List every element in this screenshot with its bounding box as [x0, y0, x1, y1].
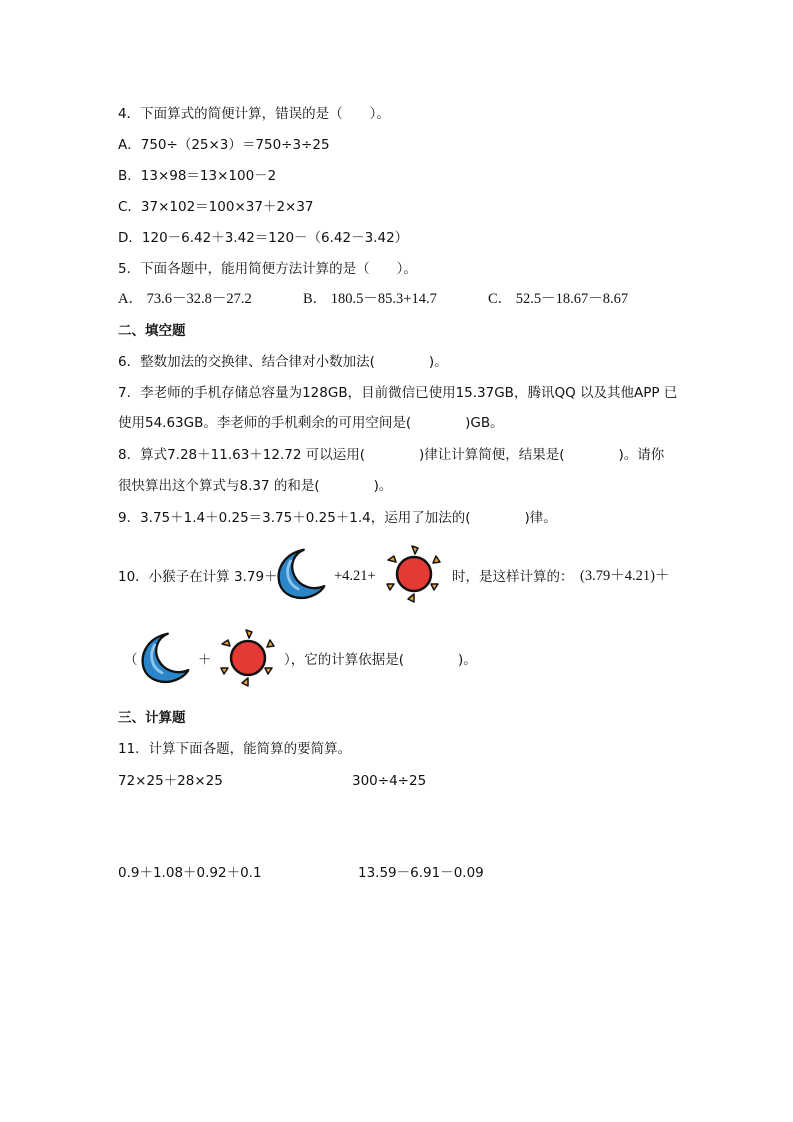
moon-icon	[272, 546, 328, 602]
q10-part4: (3.79＋4.21)＋	[580, 568, 670, 584]
q11-expr-4: 13.59－6.91－0.09	[358, 865, 484, 881]
q5-options	[118, 290, 678, 310]
q9-text: 9．3.75＋1.4＋0.25＝3.75＋0.25＋1.4，运用了加法的( )律。	[118, 510, 557, 526]
sun-icon	[384, 544, 444, 604]
q5-stem: 5．下面各题中，能用简便方法计算的是（ ）。	[118, 261, 417, 277]
q8-line2: 很快算出这个算式与8.37 的和是( )。	[118, 478, 393, 494]
q10-part5: ），它的计算依据是( )。	[284, 652, 477, 668]
q11-stem: 11．计算下面各题，能简算的要简算。	[118, 741, 352, 757]
section-fill-blank-heading: 二、填空题	[118, 323, 186, 339]
q11-expr-2: 300÷4÷25	[352, 773, 427, 789]
q4-option-d: D．120－6.42＋3.42＝120－（6.42－3.42）	[118, 230, 409, 246]
q11-expr-1: 72×25＋28×25	[118, 773, 223, 789]
q10-open-paren: （	[124, 652, 138, 668]
moon-icon	[136, 630, 192, 686]
q7-line1: 7．李老师的手机存储总容量为128GB，目前微信已使用15.37GB，腾讯QQ 以及其他APP 已	[118, 385, 678, 401]
q10-part3: 时，是这样计算的：	[452, 569, 574, 585]
q5-option-c: C． 52.5－18.67－8.67	[488, 291, 629, 307]
q11-expr-3: 0.9＋1.08＋0.92＋0.1	[118, 865, 262, 881]
q6-text: 6．整数加法的交换律、结合律对小数加法( )。	[118, 354, 448, 370]
q5-option-b: B． 180.5－85.3+14.7	[303, 291, 437, 307]
q10-part2: +4.21+	[334, 568, 376, 584]
q4-option-a: A．750÷（25×3）＝750÷3÷25	[118, 137, 330, 153]
section-calc-heading: 三、计算题	[118, 710, 186, 726]
q4-option-c: C．37×102＝100×37＋2×37	[118, 199, 314, 215]
q10-part1: 10．小猴子在计算 3.79＋	[118, 569, 278, 585]
q4-option-b: B．13×98＝13×100－2	[118, 168, 277, 184]
q4-stem: 4．下面算式的简便计算，错误的是（ ）。	[118, 106, 390, 122]
q5-option-a: A． 73.6－32.8－27.2	[118, 291, 252, 307]
sun-icon	[218, 628, 278, 688]
q7-line2: 使用54.63GB。李老师的手机剩余的可用空间是( )GB。	[118, 415, 504, 431]
q8-line1: 8．算式7.28＋11.63＋12.72 可以运用( )律让计算简便，结果是( )。请你	[118, 447, 665, 463]
q10-plus: ＋	[198, 652, 212, 668]
